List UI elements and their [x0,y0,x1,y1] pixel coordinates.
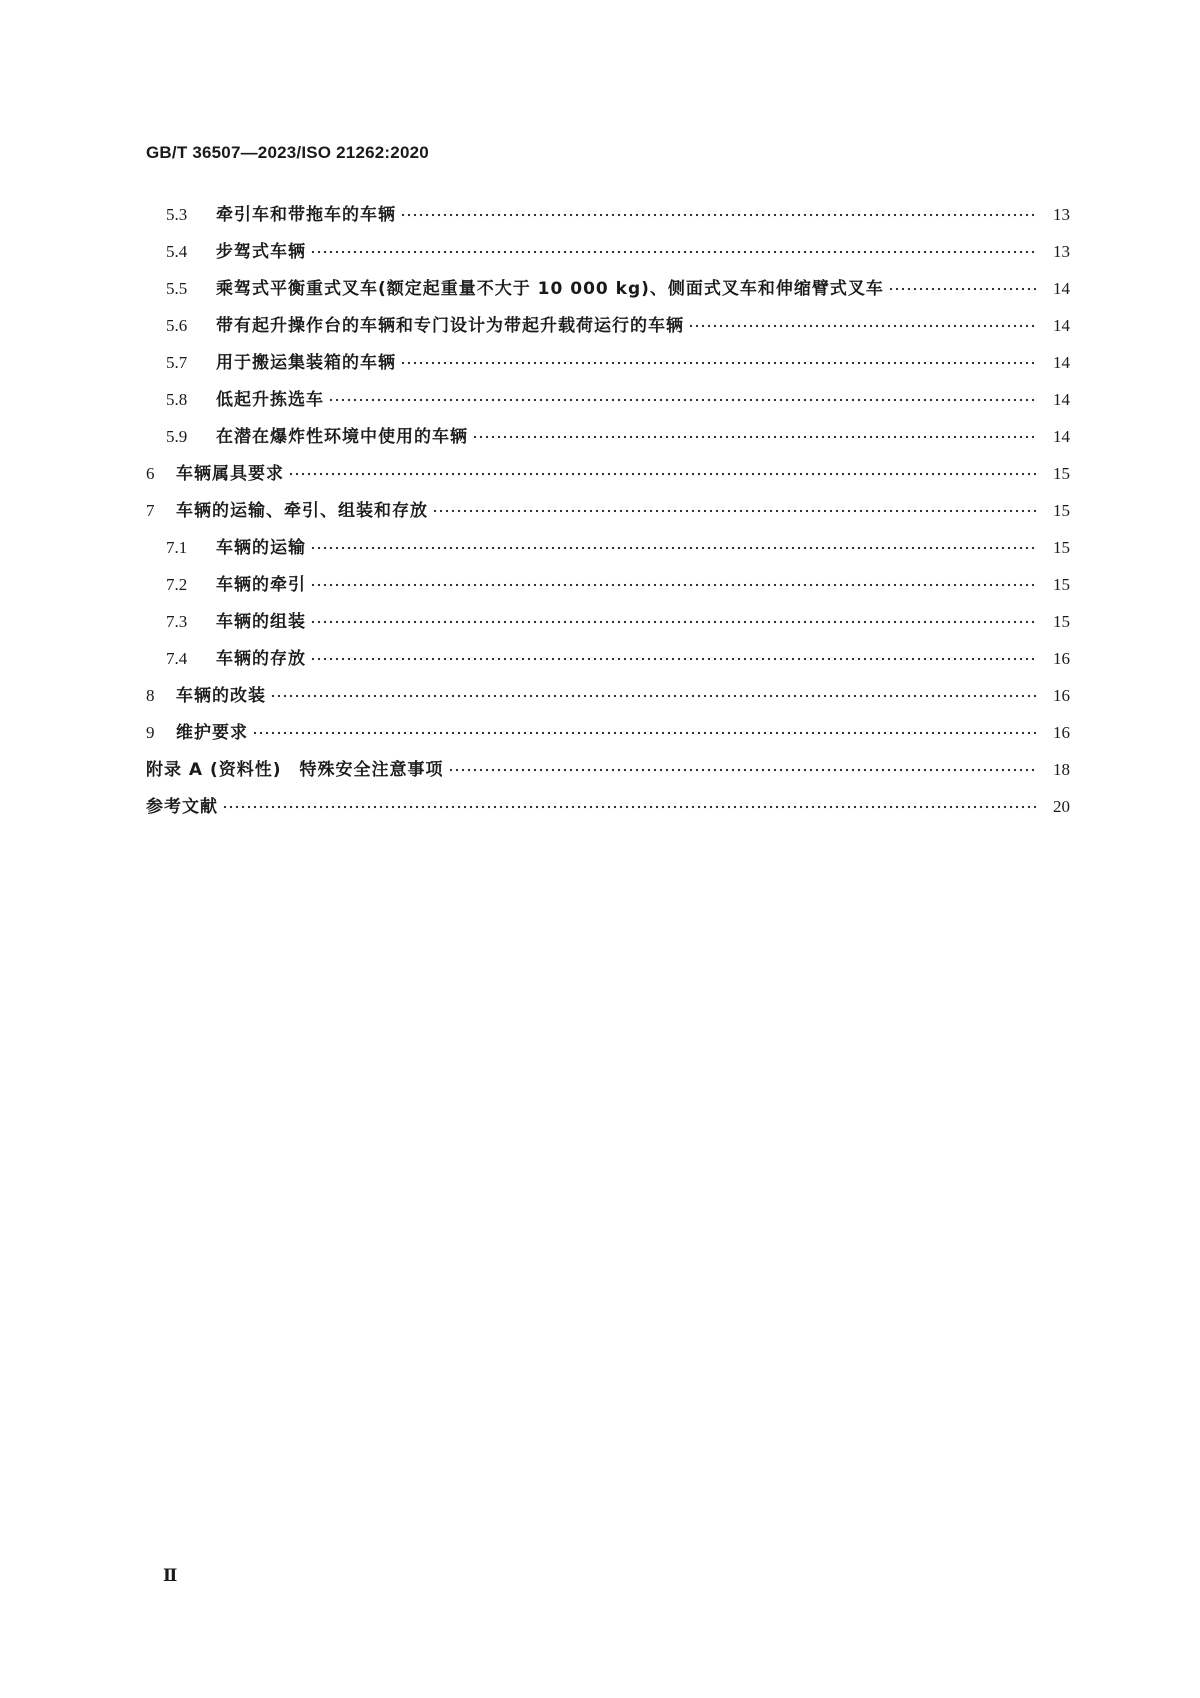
toc-entry-number: 7.3 [166,611,188,631]
toc-entry[interactable] [0,566,1200,603]
toc-entry-line [166,649,1070,669]
toc-entry-title: 带有起升操作台的车辆和专门设计为带起升载荷运行的车辆 [216,315,684,336]
toc-entry-line [166,205,1070,225]
toc-entry-title: 步驾式车辆 [216,241,306,262]
toc-entry[interactable] [0,196,1200,233]
toc-entry-line [166,427,1070,447]
standard-number-header: GB/T 36507—2023/ISO 21262:2020 [146,143,429,162]
toc-entry[interactable] [0,677,1200,714]
toc-entry-title: 附录 A (资料性) 特殊安全注意事项 [146,759,444,780]
toc-entry-title: 车辆的牵引 [216,574,306,595]
toc-entry-number: 7 [146,500,155,520]
page-folio: Ⅱ [163,1566,179,1585]
dot-leader [222,805,1036,809]
toc-entry-number: 9 [146,722,155,742]
dot-leader [310,657,1036,661]
toc-entry-line [146,797,1070,817]
toc-entry-page-number: 15 [1053,537,1070,557]
toc-entry-title: 车辆的组装 [216,611,306,632]
dot-leader [328,398,1036,402]
toc-entry[interactable] [0,751,1200,788]
toc-entry-line [166,353,1070,373]
toc-entry[interactable] [0,381,1200,418]
toc-entry-page-number: 16 [1053,685,1070,705]
toc-entry-page-number: 20 [1053,796,1070,816]
toc-entry[interactable] [0,270,1200,307]
toc-entry-number: 7.4 [166,648,188,668]
toc-entry-number: 5.7 [166,352,188,372]
toc-entry-line [166,242,1070,262]
dot-leader [310,250,1036,254]
dot-leader [270,694,1036,698]
toc-entry-line [166,612,1070,632]
toc-entry-title: 车辆的改装 [176,685,266,706]
toc-entry-line [166,538,1070,558]
toc-entry-page-number: 15 [1053,611,1070,631]
toc-entry-number: 5.6 [166,315,188,335]
toc-entry-number: 5.9 [166,426,188,446]
toc-entry-title: 在潜在爆炸性环境中使用的车辆 [216,426,468,447]
toc-entry-number: 7.1 [166,537,188,557]
toc-entry[interactable] [0,492,1200,529]
toc-entry[interactable] [0,714,1200,751]
toc-entry-number: 8 [146,685,155,705]
dot-leader [472,435,1036,439]
toc-entry-page-number: 14 [1053,315,1070,335]
toc-entry-page-number: 14 [1053,426,1070,446]
toc-entry[interactable] [0,455,1200,492]
toc-entry-title: 乘驾式平衡重式叉车(额定起重量不大于 10 000 kg)、侧面式叉车和伸缩臂式叉车 [216,278,884,299]
toc-entry-title: 用于搬运集装箱的车辆 [216,352,396,373]
dot-leader [252,731,1036,735]
toc-entry[interactable] [0,233,1200,270]
toc-entry-title: 车辆的存放 [216,648,306,669]
toc-entry-page-number: 18 [1053,759,1070,779]
toc-entry-number: 6 [146,463,155,483]
toc-entry-page-number: 15 [1053,574,1070,594]
toc-entry-line [146,686,1070,706]
toc-entry-line [146,501,1070,521]
dot-leader [888,287,1036,291]
toc-entry-page-number: 14 [1053,278,1070,298]
toc-entry[interactable] [0,418,1200,455]
toc-entry-page-number: 14 [1053,352,1070,372]
dot-leader [310,620,1036,624]
toc-entry-page-number: 14 [1053,389,1070,409]
toc-entry-number: 5.5 [166,278,188,298]
toc-entry-title: 车辆的运输 [216,537,306,558]
toc-entry-page-number: 15 [1053,500,1070,520]
toc-entry-page-number: 15 [1053,463,1070,483]
toc-entry[interactable] [0,603,1200,640]
dot-leader [310,583,1036,587]
toc-entry-line [166,390,1070,410]
toc-entry-page-number: 13 [1053,204,1070,224]
toc-entry[interactable] [0,529,1200,566]
toc-entry-title: 参考文献 [146,796,218,817]
toc-entry[interactable] [0,640,1200,677]
toc-entry-page-number: 16 [1053,722,1070,742]
toc-entry-line [146,760,1070,780]
dot-leader [400,213,1036,217]
dot-leader [688,324,1036,328]
dot-leader [288,472,1036,476]
toc-entry-number: 5.3 [166,204,188,224]
toc-entry-title: 车辆属具要求 [176,463,284,484]
toc-entry-number: 5.8 [166,389,188,409]
table-of-contents [0,196,1200,825]
toc-entry-title: 维护要求 [176,722,248,743]
toc-entry-title: 车辆的运输、牵引、组装和存放 [176,500,428,521]
dot-leader [448,768,1036,772]
toc-entry-number: 7.2 [166,574,188,594]
dot-leader [310,546,1036,550]
toc-entry-line [166,575,1070,595]
toc-entry-line [166,279,1070,299]
toc-entry-number: 5.4 [166,241,188,261]
toc-entry[interactable] [0,788,1200,825]
toc-entry-page-number: 13 [1053,241,1070,261]
toc-entry-title: 牵引车和带拖车的车辆 [216,204,396,225]
toc-entry-line [166,316,1070,336]
toc-entry[interactable] [0,344,1200,381]
toc-entry-line [146,464,1070,484]
toc-entry-page-number: 16 [1053,648,1070,668]
toc-entry-title: 低起升拣选车 [216,389,324,410]
dot-leader [432,509,1036,513]
toc-entry[interactable] [0,307,1200,344]
dot-leader [400,361,1036,365]
toc-entry-line [146,723,1070,743]
